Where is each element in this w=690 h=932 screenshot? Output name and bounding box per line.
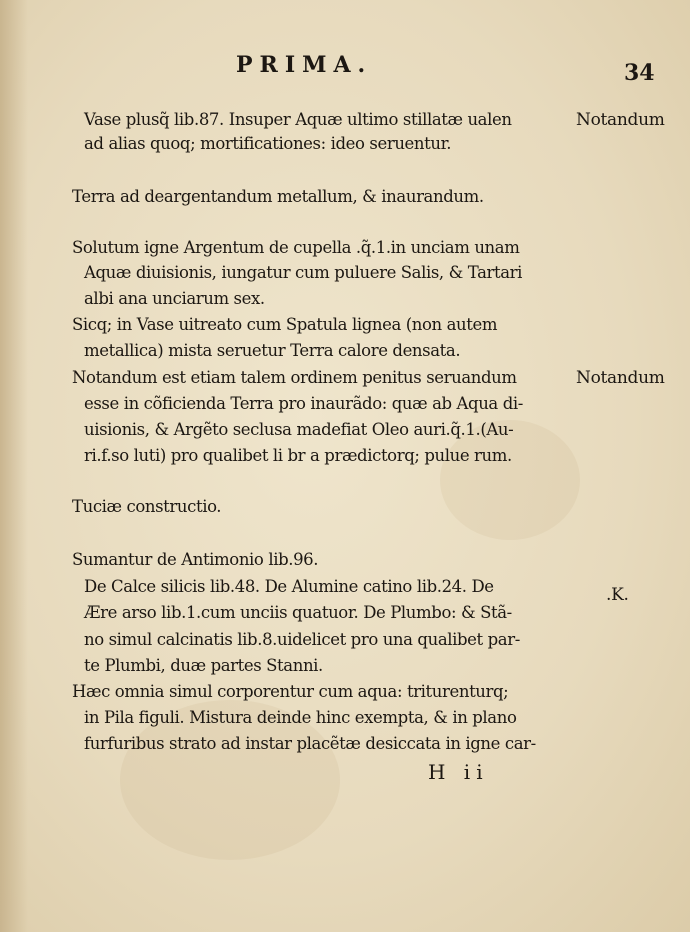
signature-mark: H ii: [428, 760, 489, 784]
text-line: in Pila figuli. Mistura deinde hinc exempta, & in plano: [84, 708, 517, 727]
text-line: metallica) mista seruetur Terra calore densata.: [84, 341, 461, 360]
text-line: ri.f.so luti) pro qualibet li br a prædictorq; pulue rum.: [84, 446, 512, 465]
text-line: no simul calcinatis lib.8.uidelicet pro una qualibet par-: [84, 630, 520, 649]
page-number: 34: [624, 60, 655, 86]
text-line: Aquæ diuisionis, iungatur cum puluere Salis, & Tartari: [84, 263, 523, 282]
running-head: PRIMA.: [236, 52, 373, 78]
text-line: Solutum igne Argentum de cupella .q̃.1.in unciam unam: [72, 238, 520, 257]
text-line: De Calce silicis lib.48. De Alumine catino lib.24. De: [84, 577, 494, 596]
text-line: te Plumbi, duæ partes Stanni.: [84, 656, 323, 675]
text-line: Sumantur de Antimonio lib.96.: [72, 550, 319, 569]
margin-note: Notandum: [576, 110, 665, 130]
section-heading: Tuciæ constructio.: [72, 497, 222, 516]
text-line: Sicq; in Vase uitreato cum Spatula lignea (non autem: [72, 315, 498, 334]
text-line: esse in cõficienda Terra pro inaurãdo: quæ ab Aqua di-: [84, 394, 523, 413]
text-line: Vase plusq̃ lib.87. Insuper Aquæ ultimo stillatæ ualen: [84, 110, 512, 129]
text-line: Ære arso lib.1.cum unciis quatuor. De Plumbo: & Stã-: [84, 603, 512, 622]
text-line: ad alias quoq; mortificationes: ideo seruentur.: [84, 134, 452, 153]
text-line: albi ana unciarum sex.: [84, 289, 265, 308]
text-line: furfuribus strato ad instar placẽtæ desiccata in igne car-: [84, 734, 536, 753]
section-heading: Terra ad deargentandum metallum, & inaurandum.: [72, 187, 484, 206]
text-line: uisionis, & Argẽto seclusa madefiat Oleo auri.q̃.1.(Au-: [84, 420, 514, 439]
margin-note: .K.: [606, 585, 629, 605]
text-line: Hæc omnia simul corporentur cum aqua: triturenturq;: [72, 682, 509, 701]
text-line: Notandum est etiam talem ordinem penitus seruandum: [72, 368, 517, 387]
margin-note: Notandum: [576, 368, 665, 388]
